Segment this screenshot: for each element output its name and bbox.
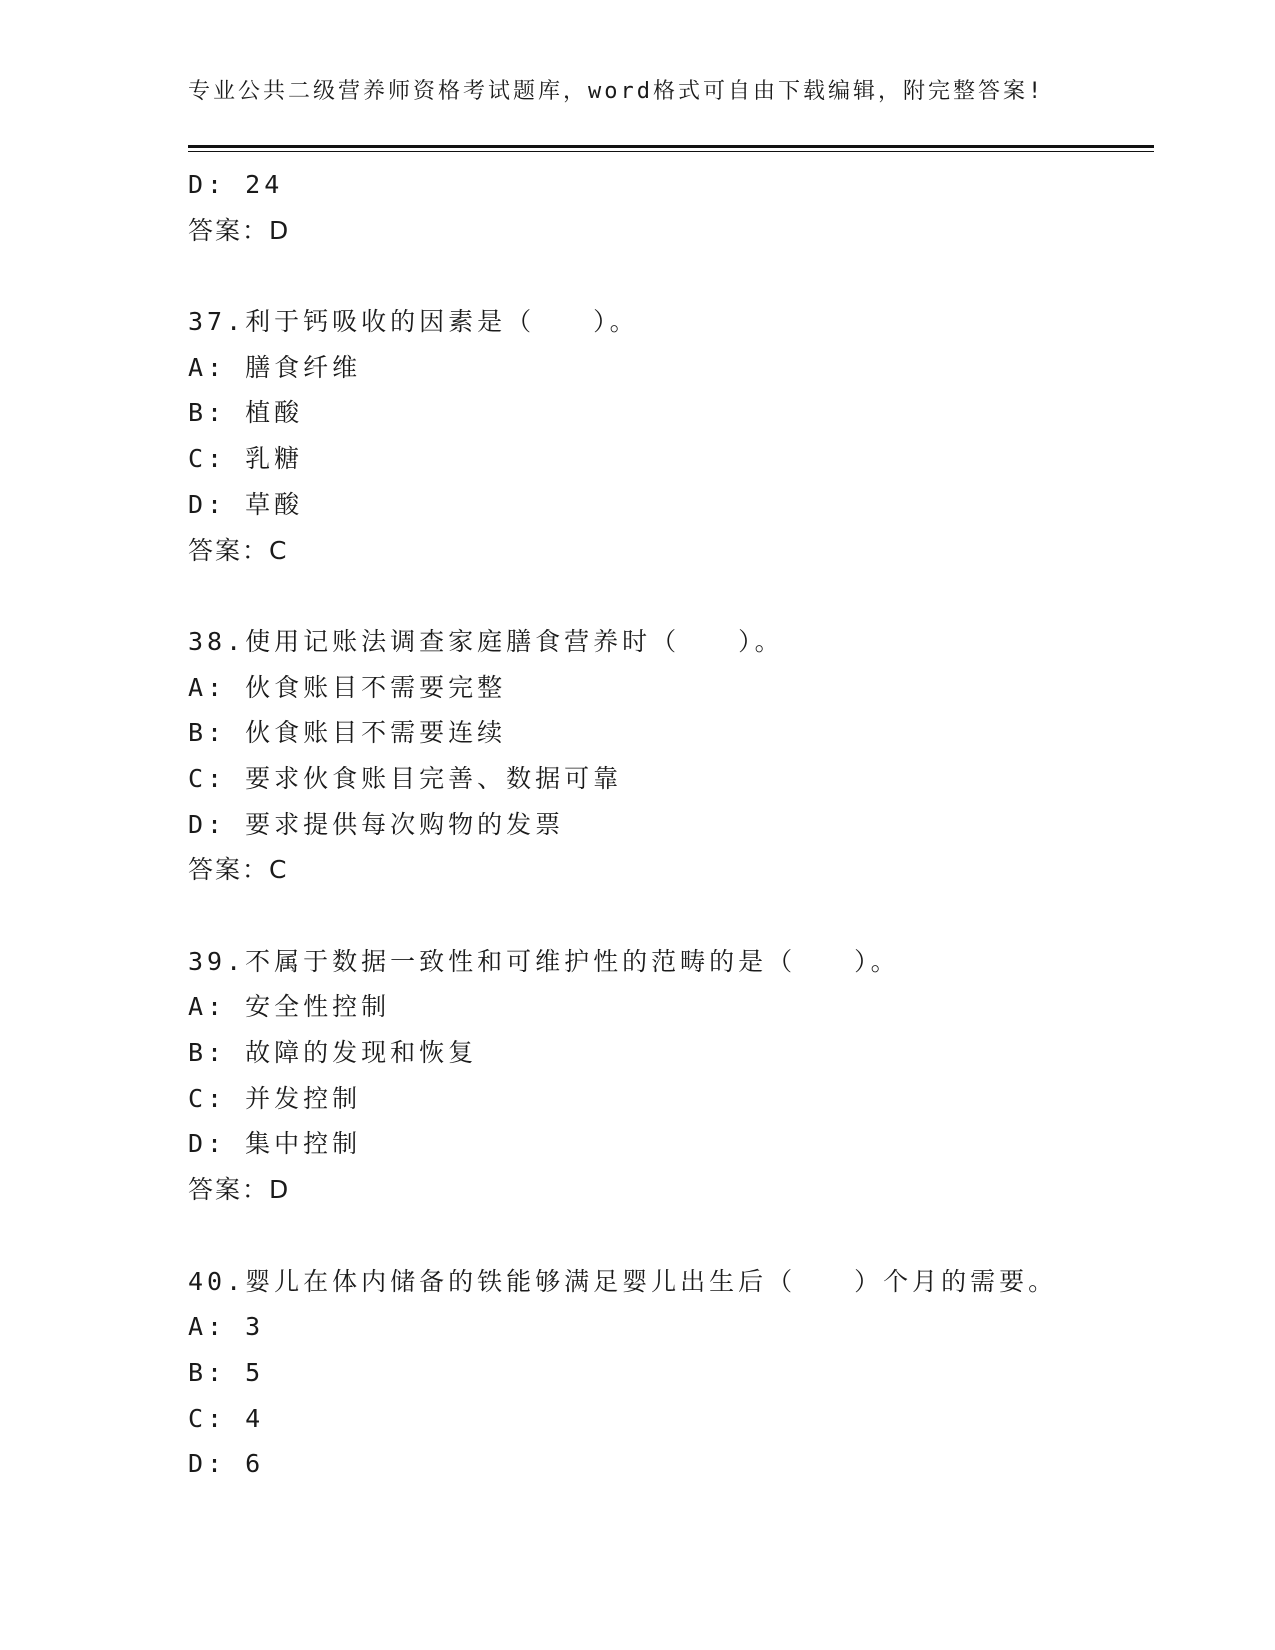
option-b: B: 故障的发现和恢复	[188, 1038, 478, 1068]
option-c: C: 4	[188, 1403, 265, 1433]
option-a: A: 3	[188, 1312, 265, 1342]
option-d: D: 6	[188, 1449, 265, 1479]
answer: 答案：D	[188, 215, 291, 245]
option-a: A: 膳食纤维	[188, 352, 362, 382]
header-rule-thick	[188, 145, 1154, 148]
answer: 答案：C	[188, 535, 289, 565]
spacer	[188, 1213, 1148, 1259]
option-b: B: 5	[188, 1357, 265, 1387]
document-body	[188, 162, 1148, 1487]
header-rule-thin	[188, 151, 1154, 152]
answer: 答案：C	[188, 855, 289, 885]
option-d: D: 草酸	[188, 489, 304, 519]
spacer	[188, 253, 1148, 299]
question-stem: 37.利于钙吸收的因素是（ ）。	[188, 307, 639, 337]
question-stem: 38.使用记账法调查家庭膳食营养时（ ）。	[188, 626, 784, 656]
question-stem: 39.不属于数据一致性和可维护性的范畴的是（ ）。	[188, 946, 900, 976]
spacer	[188, 573, 1148, 619]
question-37	[188, 299, 1148, 573]
option-c: C: 并发控制	[188, 1083, 362, 1113]
option-d: D: 集中控制	[188, 1129, 362, 1159]
question-stem: 40.婴儿在体内储备的铁能够满足婴儿出生后（ ）个月的需要。	[188, 1266, 1058, 1296]
option-b: B: 伙食账目不需要连续	[188, 718, 507, 748]
spacer	[188, 893, 1148, 939]
option-a: A: 安全性控制	[188, 992, 391, 1022]
question-38	[188, 619, 1148, 893]
option-d: D: 要求提供每次购物的发票	[188, 809, 565, 839]
question-39	[188, 939, 1148, 1213]
question-40	[188, 1259, 1148, 1487]
option-b: B: 植酸	[188, 398, 304, 428]
option-d: D: 24	[188, 170, 284, 199]
option-a: A: 伙食账目不需要完整	[188, 672, 507, 702]
option-c: C: 要求伙食账目完善、数据可靠	[188, 763, 623, 793]
page-header: 专业公共二级营养师资格考试题库，word格式可自由下载编辑，附完整答案!	[188, 79, 1045, 104]
option-c: C: 乳糖	[188, 444, 304, 474]
answer: 答案：D	[188, 1175, 291, 1205]
